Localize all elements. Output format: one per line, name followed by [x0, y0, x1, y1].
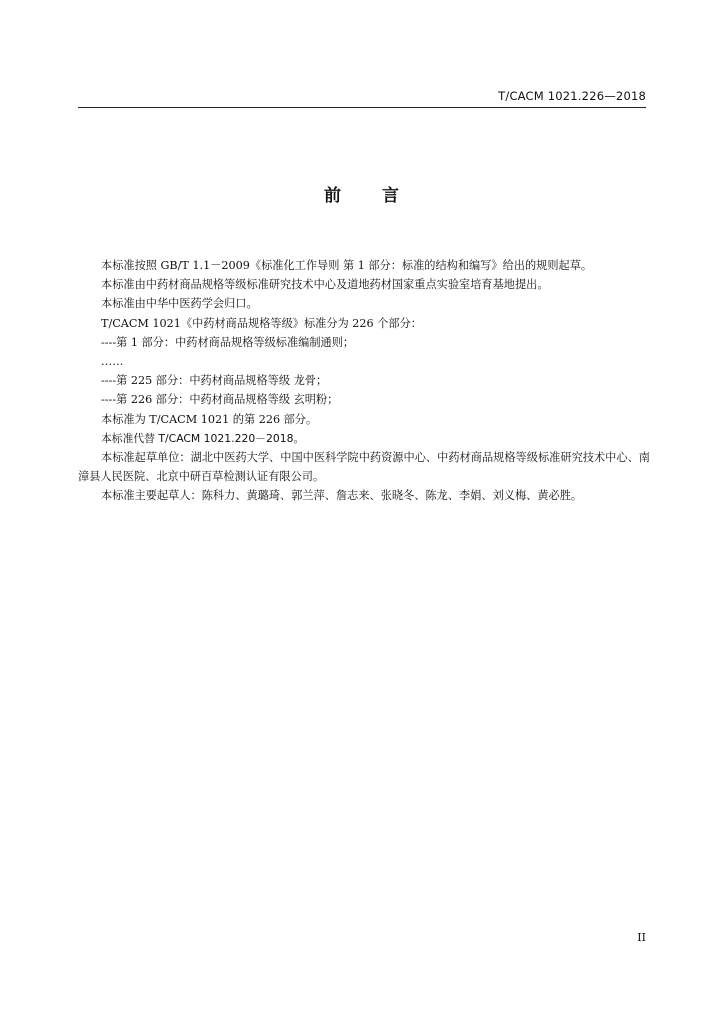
page-title — [0, 181, 724, 206]
title-right: 言 — [382, 186, 400, 206]
paragraph: 本标准按照 GB/T 1.1－2009《标准化工作导则 第 1 部分：标准的结构和编写》给出的规则起草。 — [101, 259, 593, 272]
paragraph: ----第 225 部分：中药材商品规格等级 龙骨； — [101, 374, 328, 388]
paragraph: ----第 1 部分：中药材商品规格等级标准编制通则； — [101, 335, 355, 349]
paragraph: …… — [101, 355, 124, 369]
standard-code: T/CACM 1021.226—2018 — [498, 89, 646, 103]
title-left: 前 — [324, 186, 342, 206]
paragraph: T/CACM 1021《中药材商品规格等级》标准分为 226 个部分： — [101, 316, 422, 330]
paragraph: 本标准代替 T/CACM 1021.220－2018。 — [101, 431, 305, 445]
paragraph: 本标准主要起草人：陈科力、黄璐琦、郭兰萍、詹志来、张晓冬、陈龙、李娟、刘义梅、黄必胜。 — [101, 489, 583, 503]
page-number: II — [637, 931, 646, 944]
paragraph: 本标准由中药材商品规格等级标准研究技术中心及道地药材国家重点实验室培育基地提出。 — [101, 278, 549, 292]
paragraph: 本标准起草单位：湖北中医药大学、中国中医科学院中药资源中心、中药材商品规格等级标准研究技术中心、南漳县人民医院、北京中研百草检测认证有限公司。 — [78, 451, 650, 484]
paragraph: 本标准由中华中医药学会归口。 — [101, 297, 258, 311]
foreword-body — [78, 256, 650, 506]
paragraph: ----第 226 部分：中药材商品规格等级 玄明粉； — [101, 393, 339, 407]
paragraph: 本标准为 T/CACM 1021 的第 226 部分。 — [101, 412, 318, 426]
header-rule — [78, 107, 646, 108]
